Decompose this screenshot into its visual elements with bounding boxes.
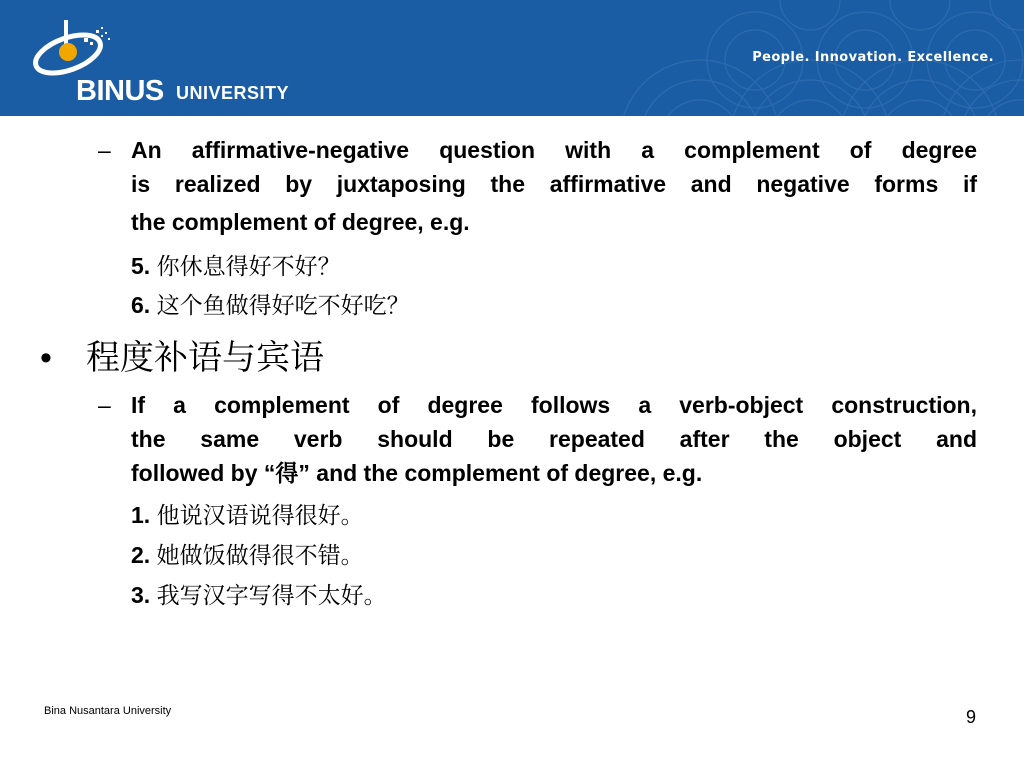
brand-name: BINUS [76, 75, 164, 107]
text-line: is realized by juxtaposing the affirmative and negative forms if [131, 171, 977, 197]
text-line: If a complement of degree follows a verb-object construction, [131, 392, 977, 418]
example-text: 他说汉语说得很好。 [156, 503, 364, 529]
dash-marker: – [98, 392, 111, 418]
example-1 [131, 500, 364, 531]
text-line: the same verb should be repeated after the object and [131, 426, 977, 452]
binus-logo [30, 18, 310, 107]
example-text: 我写汉字写得不太好。 [156, 583, 387, 609]
example-number: 6. [131, 292, 151, 318]
example-number: 5. [131, 253, 151, 279]
header-band [0, 0, 1024, 116]
example-2 [131, 540, 364, 571]
footer-organization: Bina Nusantara University [44, 705, 172, 717]
example-3 [131, 580, 387, 611]
bullet-marker: • [40, 339, 52, 377]
example-number: 3. [131, 582, 151, 608]
example-text: 她做饭做得很不错。 [156, 543, 364, 569]
tagline: People. Innovation. Excellence. [752, 50, 994, 65]
text-line: An affirmative-negative question with a complement of degree [131, 137, 977, 163]
example-text: 这个鱼做得好吃不好吃？ [156, 293, 410, 319]
dash-marker: – [98, 137, 111, 163]
sub-point-2-text [131, 388, 977, 490]
sub-point-1-text [131, 133, 977, 239]
example-number: 1. [131, 502, 151, 528]
example-number: 2. [131, 542, 151, 568]
bullet-text: 程度补语与宾语 [86, 338, 324, 378]
text-line: followed by “得” and the complement of degree, e.g. [131, 460, 703, 486]
example-6 [131, 290, 410, 321]
example-text: 你休息得好不好？ [156, 254, 341, 280]
text-line: the complement of degree, e.g. [131, 209, 470, 235]
brand-suffix: UNIVERSITY [176, 83, 290, 103]
page-number: 9 [966, 707, 977, 727]
example-5 [131, 251, 341, 282]
